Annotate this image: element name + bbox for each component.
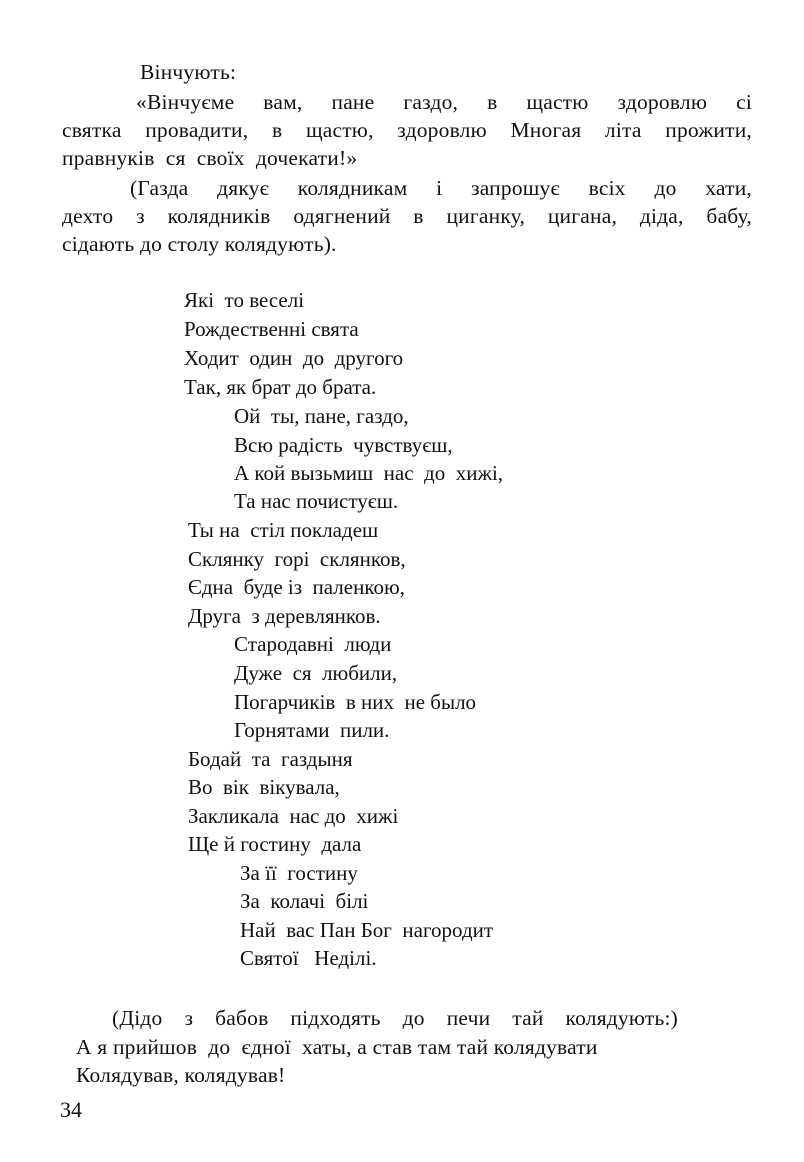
wish-line: правнуків ся своїх дочекати!» [62, 146, 358, 170]
verse-line: За колачі білі [240, 889, 369, 913]
verse-line: Та нас почистуєш. [234, 489, 399, 513]
verse-line: Єдна буде із паленкою, [188, 575, 405, 599]
verse-line: Рождественні свята [184, 317, 359, 341]
verse-line: Так, як брат до брата. [184, 375, 377, 399]
stage-direction: дехто з колядників одягнений в циганку, цигана, діда, бабу, [62, 204, 752, 228]
stage-direction: сідають до столу колядують). [62, 232, 337, 256]
verse-line: Які то веселі [184, 288, 305, 312]
verse-line: Во вік вікувала, [188, 775, 340, 799]
verse-line: Друга з деревлянков. [188, 604, 381, 628]
verse-line: Ще й гостину дала [188, 832, 362, 856]
wish-line: святка провадити, в щастю, здоровлю Многая літа прожити, [62, 118, 752, 142]
closing-line: Колядував, колядував! [76, 1063, 286, 1087]
verse-line: Дуже ся любили, [234, 661, 398, 685]
verse-line: Бодай та газдыня [188, 747, 353, 771]
closing-line: А я прийшов до єдної хаты, а став там тай колядувати [76, 1035, 598, 1059]
verse-line: Ходит один до другого [184, 346, 404, 370]
verse-line: Ой ты, пане, газдо, [234, 404, 409, 428]
stage-direction: (Газда дякує колядникам і запрошує всіх до хати, [130, 176, 752, 200]
stage-direction: (Дідо з бабов підходять до печи тай колядують:) [112, 1006, 678, 1030]
page-number: 34 [60, 1097, 82, 1122]
greeting-heading: Вінчують: [140, 60, 237, 84]
verse-line: А кой вызьмиш нас до хижі, [234, 461, 504, 485]
verse-line: Закликала нас до хижі [188, 804, 399, 828]
wish-line: «Вінчуєме вам, пане газдо, в щастю здоровлю сі [136, 90, 752, 114]
verse-line: Ты на стіл покладеш [188, 518, 379, 542]
verse-line: Стародавні люди [234, 632, 392, 656]
verse-line: Святої Неділі. [240, 946, 377, 970]
verse-line: Склянку горі склянков, [188, 547, 406, 571]
verse-line: Най вас Пан Бог нагородит [240, 918, 494, 942]
verse-line: За її гостину [240, 861, 358, 885]
verse-line: Погарчиків в них не было [234, 690, 477, 714]
verse-line: Горнятами пили. [234, 718, 390, 742]
verse-line: Всю радість чувствуєш, [234, 433, 453, 457]
